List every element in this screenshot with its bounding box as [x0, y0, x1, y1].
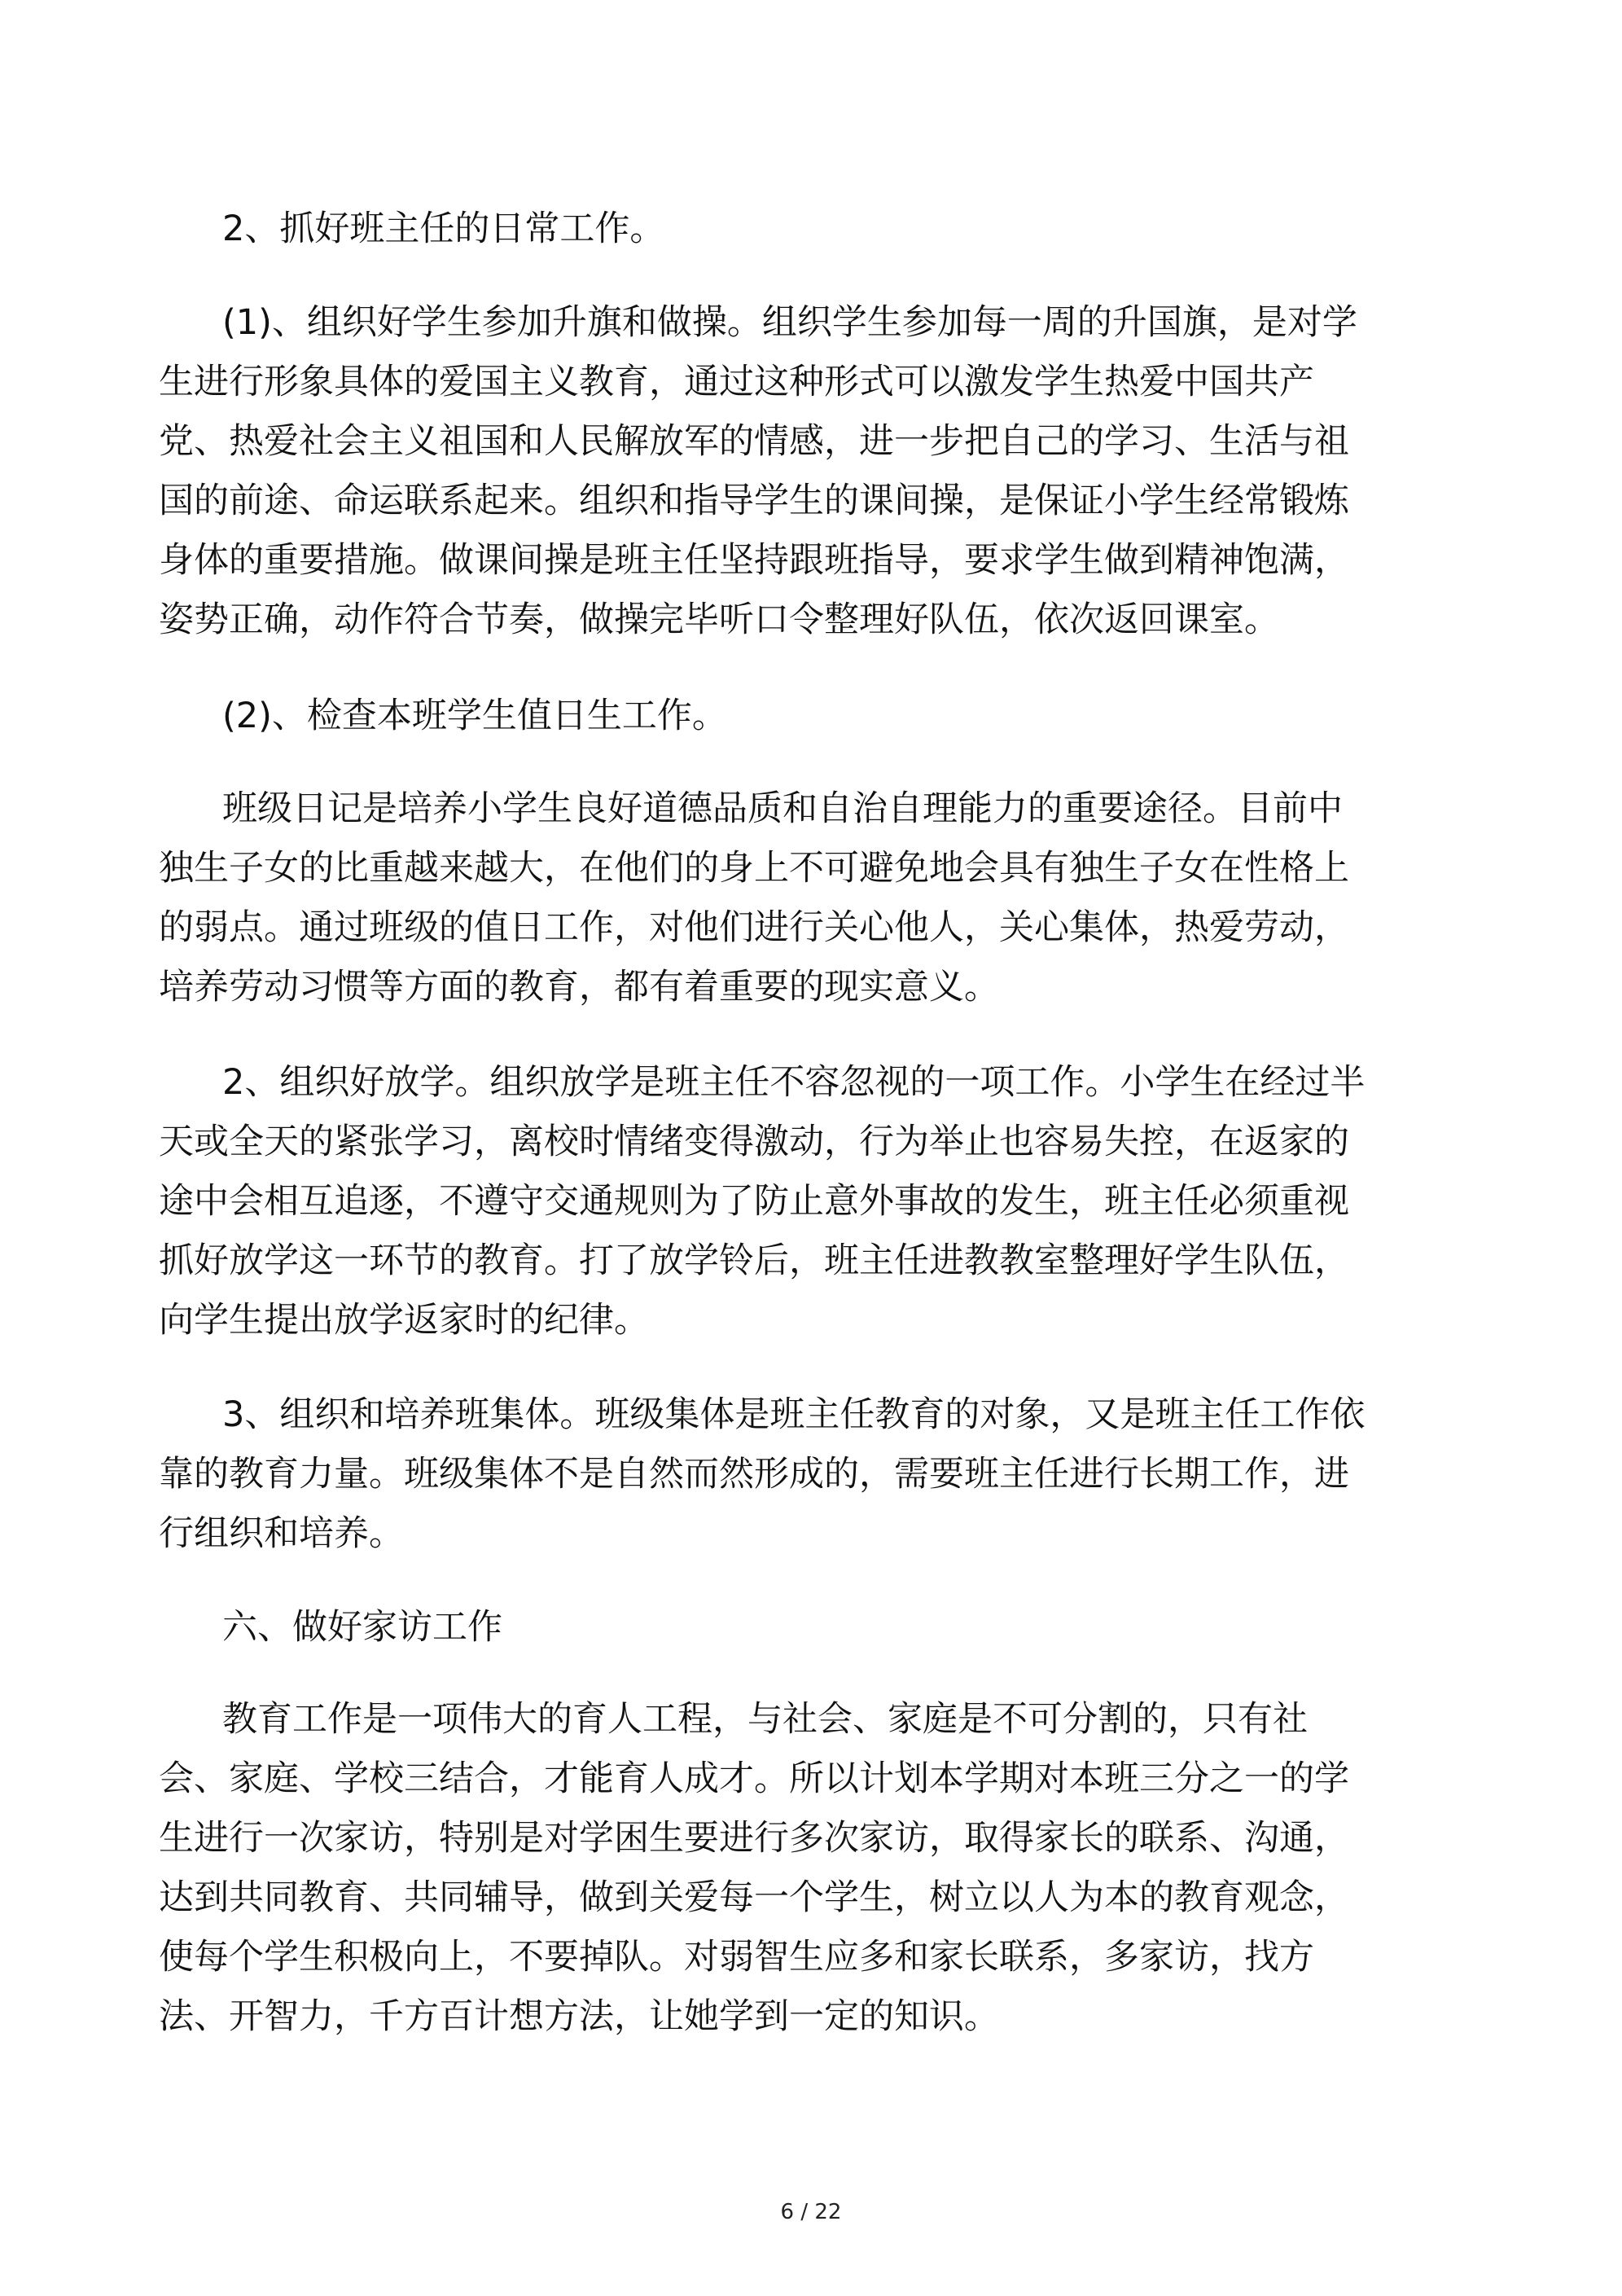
- text-line: 生进行形象具体的爱国主义教育，通过这种形式可以激发学生热爱中国共产: [159, 362, 1314, 402]
- paragraph-class-collective: [159, 1385, 1401, 1564]
- paragraph-dismissal: [159, 1053, 1401, 1350]
- page-number: 6 / 22: [780, 2200, 842, 2224]
- section-heading-home-visits: [159, 1598, 1401, 1657]
- text-line: 2、抓好班主任的日常工作。: [222, 209, 665, 249]
- text-line: 向学生提出放学返家时的纪律。: [159, 1300, 649, 1341]
- text-line: 2、组织好放学。组织放学是班主任不容忽视的一项工作。小学生在经过半: [222, 1062, 1366, 1103]
- text-line: 抓好放学这一环节的教育。打了放学铃后，班主任进教教室整理好学生队伍，: [159, 1240, 1349, 1281]
- text-line: 独生子女的比重越来越大，在他们的身上不可避免地会具有独生子女在性格上: [159, 848, 1349, 889]
- text-line: 3、组织和培养班集体。班级集体是班主任教育的对象，又是班主任工作依: [222, 1394, 1366, 1435]
- text-line: (1)、组织好学生参加升旗和做操。组织学生参加每一周的升国旗，是对学: [222, 302, 1357, 343]
- text-line: 行组织和培养。: [159, 1513, 404, 1554]
- text-line: 身体的重要措施。做课间操是班主任坚持跟班指导，要求学生做到精神饱满，: [159, 540, 1349, 581]
- text-line: 教育工作是一项伟大的育人工程，与社会、家庭是不可分割的，只有社: [222, 1699, 1308, 1740]
- paragraph-flag-and-exercise: [159, 293, 1401, 650]
- text-line: 途中会相互追逐，不遵守交通规则为了防止意外事故的发生，班主任必须重视: [159, 1181, 1349, 1222]
- text-line: 天或全天的紧张学习，离校时情绪变得激动，行为举止也容易失控，在返家的: [159, 1122, 1349, 1162]
- text-line: (2)、检查本班学生值日生工作。: [222, 696, 727, 736]
- text-line: 会、家庭、学校三结合，才能育人成才。所以计划本学期对本班三分之一的学: [159, 1758, 1349, 1799]
- text-line: 的弱点。通过班级的值日工作，对他们进行关心他人，关心集体，热爱劳动，: [159, 907, 1349, 948]
- text-line: 生进行一次家访，特别是对学困生要进行多次家访，取得家长的联系、沟通，: [159, 1818, 1349, 1859]
- text-line: 姿势正确，动作符合节奏，做操完毕听口令整理好队伍，依次返回课室。: [159, 599, 1279, 640]
- paragraph-heading-daily-work: [159, 200, 1401, 259]
- text-line: 达到共同教育、共同辅导，做到关爱每一个学生，树立以人为本的教育观念，: [159, 1877, 1349, 1918]
- paragraph-home-visits: [159, 1690, 1401, 2047]
- text-line: 培养劳动习惯等方面的教育，都有着重要的现实意义。: [159, 967, 999, 1008]
- text-line: 靠的教育力量。班级集体不是自然而然形成的，需要班主任进行长期工作，进: [159, 1454, 1349, 1495]
- text-line: 使每个学生积极向上，不要掉队。对弱智生应多和家长联系，多家访，找方: [159, 1937, 1314, 1978]
- text-line: 法、开智力，千方百计想方法，让她学到一定的知识。: [159, 1996, 999, 2037]
- paragraph-class-diary: [159, 779, 1401, 1017]
- text-line: 国的前途、命运联系起来。组织和指导学生的课间操，是保证小学生经常锻炼: [159, 481, 1349, 521]
- text-line: 班级日记是培养小学生良好道德品质和自治自理能力的重要途径。目前中: [222, 788, 1343, 829]
- text-line: 六、做好家访工作: [222, 1607, 502, 1648]
- paragraph-heading-duty-check: [159, 687, 1401, 746]
- text-line: 党、热爱社会主义祖国和人民解放军的情感，进一步把自己的学习、生活与祖: [159, 421, 1349, 462]
